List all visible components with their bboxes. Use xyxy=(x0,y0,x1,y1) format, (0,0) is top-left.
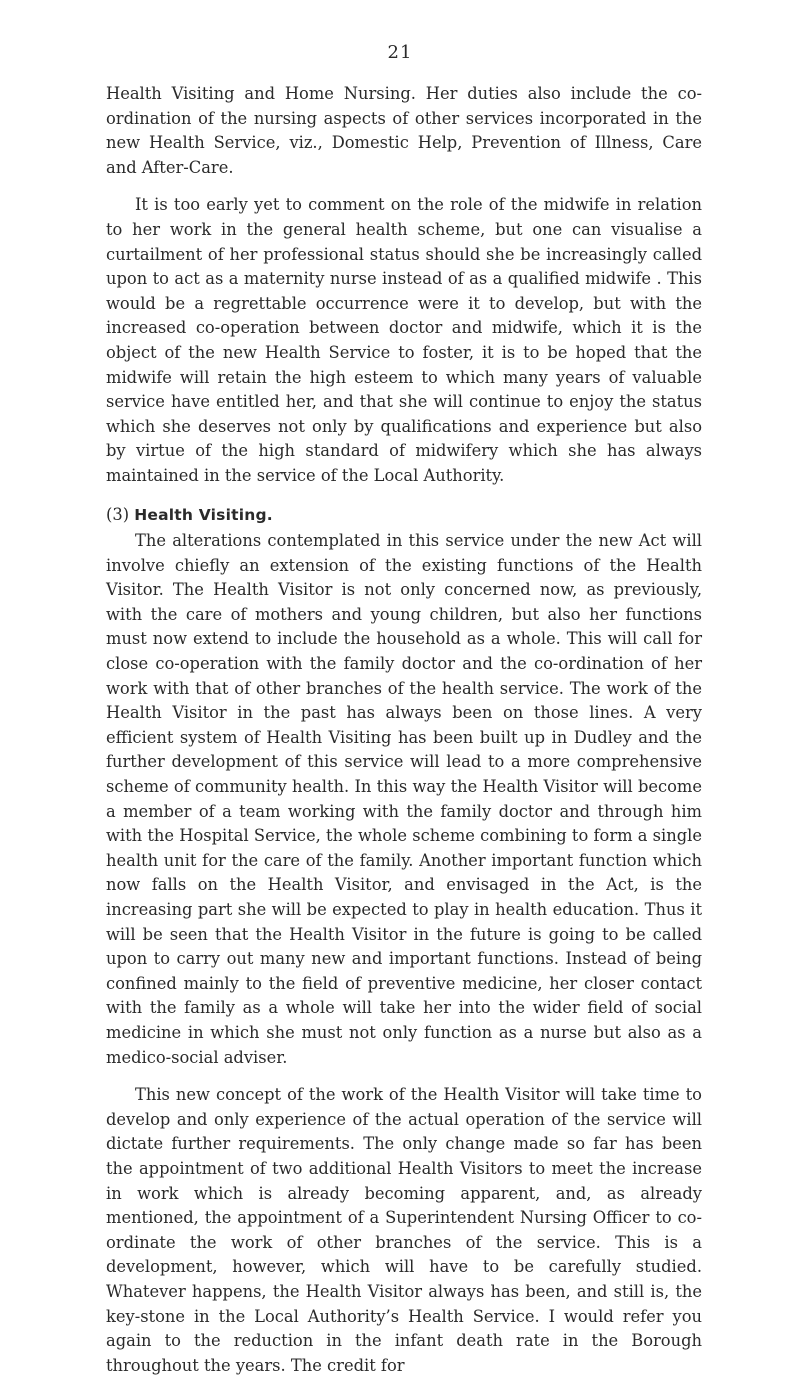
paragraph-midwife: It is too early yet to comment on the role of the midwife in relation to her work in the general health scheme, but one can visualise a curtailment of her professional status should she be increasingly called upon to act as a maternity nurse instead of as a qualified midwife . This would be a regrettable occurrence were it to develop, but with the increased co-operation between doctor and midwife, which it is the object of the new Health Service to foster, it is to be hoped that the midwife will retain the high esteem to which many years of valuable service have entitled her, and that she will continue to enjoy the status which she deserves not only by qualifications and experience but also by virtue of the high standard of midwifery which she has always maintained in the service of the Local Authority. xyxy=(106,195,702,485)
section-title: Health Visiting. xyxy=(134,505,273,524)
body-text xyxy=(106,82,702,1378)
section-heading xyxy=(106,503,702,528)
paragraph-continuation: Health Visiting and Home Nursing. Her duties also include the co-ordination of the nursing aspects of other services incorporated in the new Health Service, viz., Domestic Help, Prevention of Illness, Care and After-Care. xyxy=(106,84,702,177)
page-number: 21 xyxy=(387,42,413,63)
section-number: (3) xyxy=(106,504,130,524)
paragraph-new-concept: This new concept of the work of the Health Visitor will take time to develop and only experience of the actual operation of the service will dictate further requirements. The only change made so far has been the appointment of two additional Health Visitors to meet the increase in work which is already becoming apparent, and, as already mentioned, the appointment of a Superintendent Nursing Officer to co-ordinate the work of other branches of the service. This is a development, however, which will have to be carefully studied. Whatever happens, the Health Visitor always has been, and still is, the key-stone in the Local Authority’s Health Service. I would refer you again to the reduction in the infant death rate in the Borough throughout the years. The credit for xyxy=(106,1085,702,1375)
paragraph-health-visiting: The alterations contemplated in this service under the new Act will involve chiefly an extension of the existing functions of the Health Visitor. The Health Visitor is not only concerned now, as previously, with the care of mothers and young children, but also her functions must now extend to include the household as a whole. This will call for close co-operation with the family doctor and the co-ordination of her work with that of other branches of the health service. The work of the Health Visitor in the past has always been on those lines. A very efficient system of Health Visiting has been built up in Dudley and the further development of this service will lead to a more comprehensive scheme of community health. In this way the Health Visitor will become a member of a team working with the family doctor and through him with the Hospital Service, the whole scheme combining to form a single health unit for the care of the family. Another important function which now falls on the Health Visitor, and envisaged in the Act, is the increasing part she will be expected to play in health education. Thus it will be seen that the Health Visitor in the future is going to be called upon to carry out many new and important functions. Instead of being confined mainly to the field of preventive medicine, her closer contact with the family as a whole will take her into the wider field of social medicine in which she must not only function as a nurse but also as a medico-social adviser. xyxy=(106,531,702,1067)
